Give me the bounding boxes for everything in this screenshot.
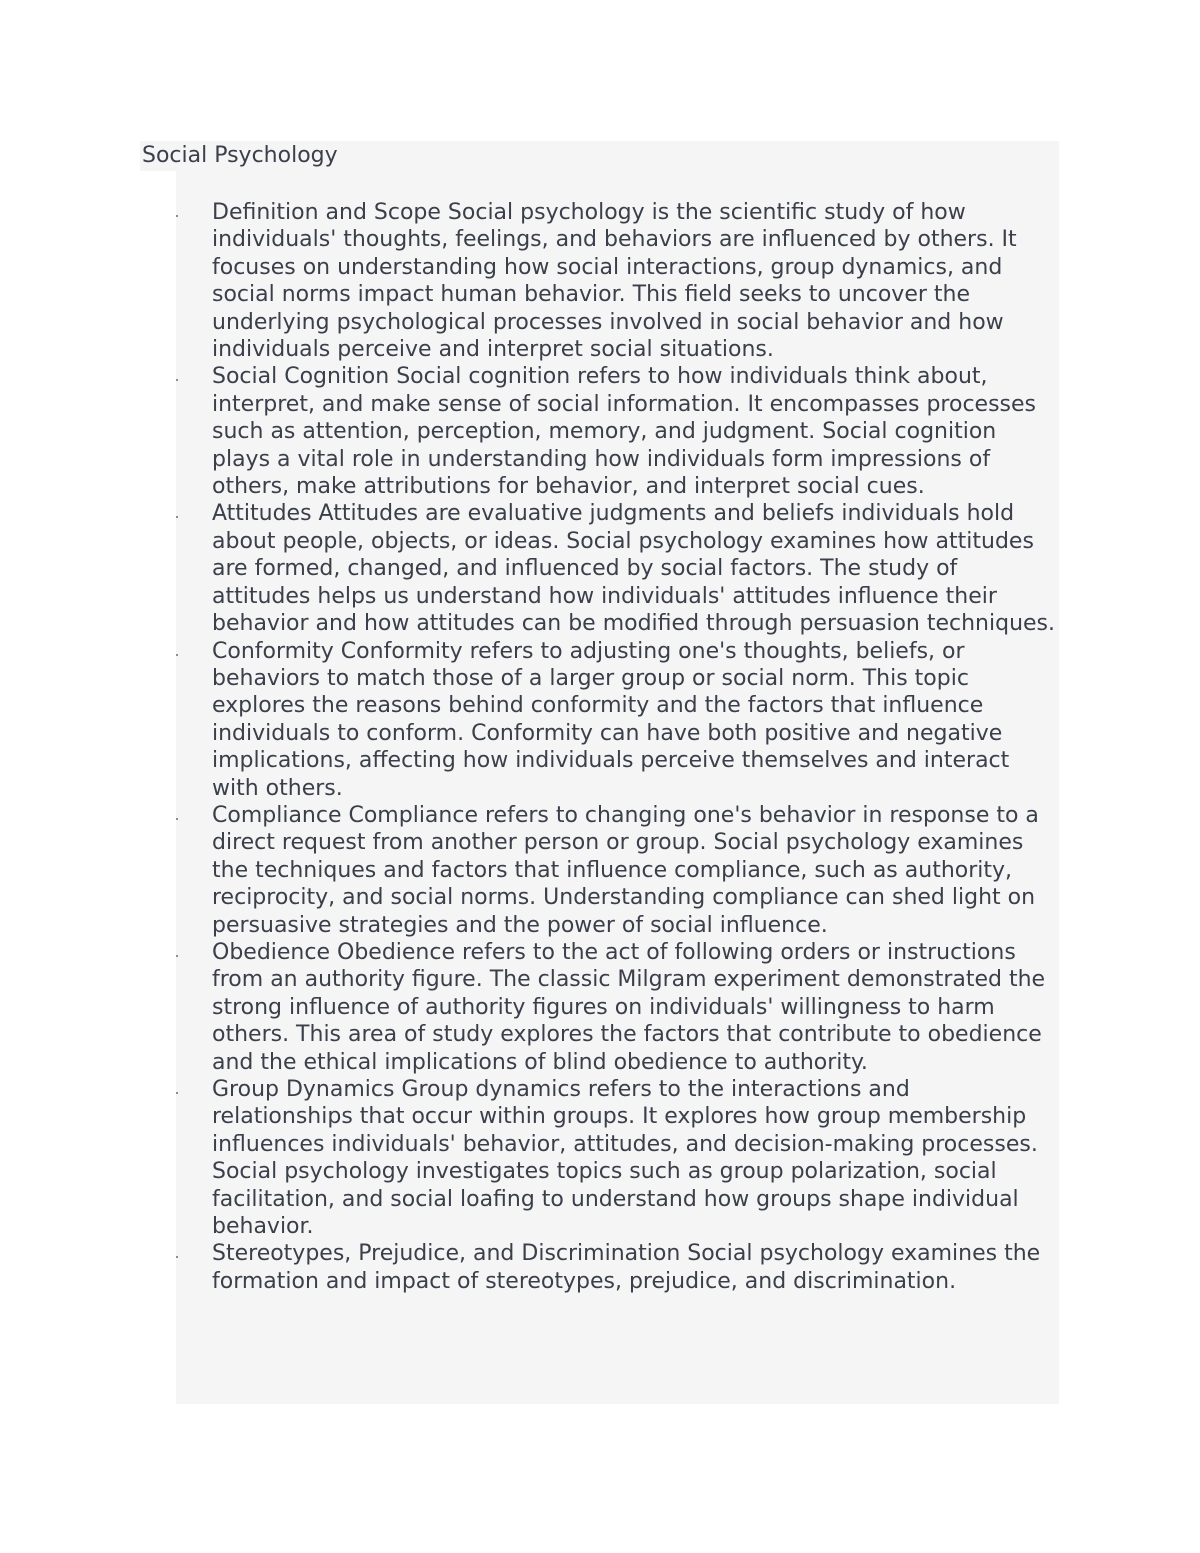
document-title: Social Psychology bbox=[142, 143, 338, 168]
list-item bbox=[176, 1240, 1059, 1295]
list-item bbox=[176, 363, 1059, 500]
bullet-marker bbox=[176, 955, 178, 957]
list-item-text: Conformity Conformity refers to adjusting one's thoughts, beliefs, or behaviors to match those of a larger group or social norm. This topic explores the reasons behind conformity and the factors that influence individuals to conform. Conformity can have both positive and negative implications, affecting how individuals perceive themselves and interact with others. bbox=[212, 638, 1010, 801]
document-body bbox=[176, 171, 1059, 1404]
bullet-marker bbox=[176, 215, 178, 217]
list-item-text: Attitudes Attitudes are evaluative judgments and beliefs individuals hold about people, objects, or ideas. Social psychology examines how attitudes are formed, changed, and influenced by social factors. The study of attitudes helps us understand how individuals' attitudes influence their behavior and how attitudes can be modified through persuasion techniques. bbox=[212, 501, 1056, 637]
list-item-text: Group Dynamics Group dynamics refers to the interactions and relationships that occur within groups. It explores how group membership influences individuals' behavior, attitudes, and decision-making processes. Social psychology investigates topics such as group polarization, social facilitation, and social loafing to understand how groups shape individual behavior. bbox=[212, 1077, 1038, 1240]
bullet-marker bbox=[176, 516, 178, 518]
list-item bbox=[176, 199, 1059, 363]
bullet-marker bbox=[176, 1256, 178, 1258]
bullet-marker bbox=[176, 654, 178, 656]
topic-list bbox=[176, 171, 1059, 1295]
list-item-text: Social Cognition Social cognition refers to how individuals think about, interpret, and make sense of social information. It encompasses processes such as attention, perception, memory, and judgment. Social cognition plays a vital role in understanding how individuals form impressions of others, make attributions for behavior, and interpret social cues. bbox=[212, 364, 1036, 500]
bullet-marker bbox=[176, 1092, 178, 1094]
list-item-text: Stereotypes, Prejudice, and Discrimination Social psychology examines the formation and impact of stereotypes, prejudice, and discrimination. bbox=[212, 1241, 1041, 1294]
list-item bbox=[176, 1076, 1059, 1240]
bullet-marker bbox=[176, 818, 178, 820]
list-item bbox=[176, 638, 1059, 802]
list-item-text: Obedience Obedience refers to the act of following orders or instructions from an authority figure. The classic Milgram experiment demonstrated the strong influence of authority figures on individuals' willingness to harm others. This area of study explores the factors that contribute to obedience and the ethical implications of blind obedience to authority. bbox=[212, 939, 1046, 1075]
list-item bbox=[176, 802, 1059, 939]
list-item bbox=[176, 939, 1059, 1076]
list-item-text: Compliance Compliance refers to changing one's behavior in response to a direct request from another person or group. Social psychology examines the techniques and factors that influence compliance, such as authority, reciprocity, and social norms. Understanding compliance can shed light on persuasive strategies and the power of social influence. bbox=[212, 802, 1039, 938]
bullet-marker bbox=[176, 379, 178, 381]
list-item bbox=[176, 500, 1059, 637]
list-item-text: Definition and Scope Social psychology is the scientific study of how individuals' thoughts, feelings, and behaviors are influenced by others. It focuses on understanding how social interactions, group dynamics, and social norms impact human behavior. This field seeks to uncover the underlying psychological processes involved in social behavior and how individuals perceive and interpret social situations. bbox=[212, 200, 1017, 363]
